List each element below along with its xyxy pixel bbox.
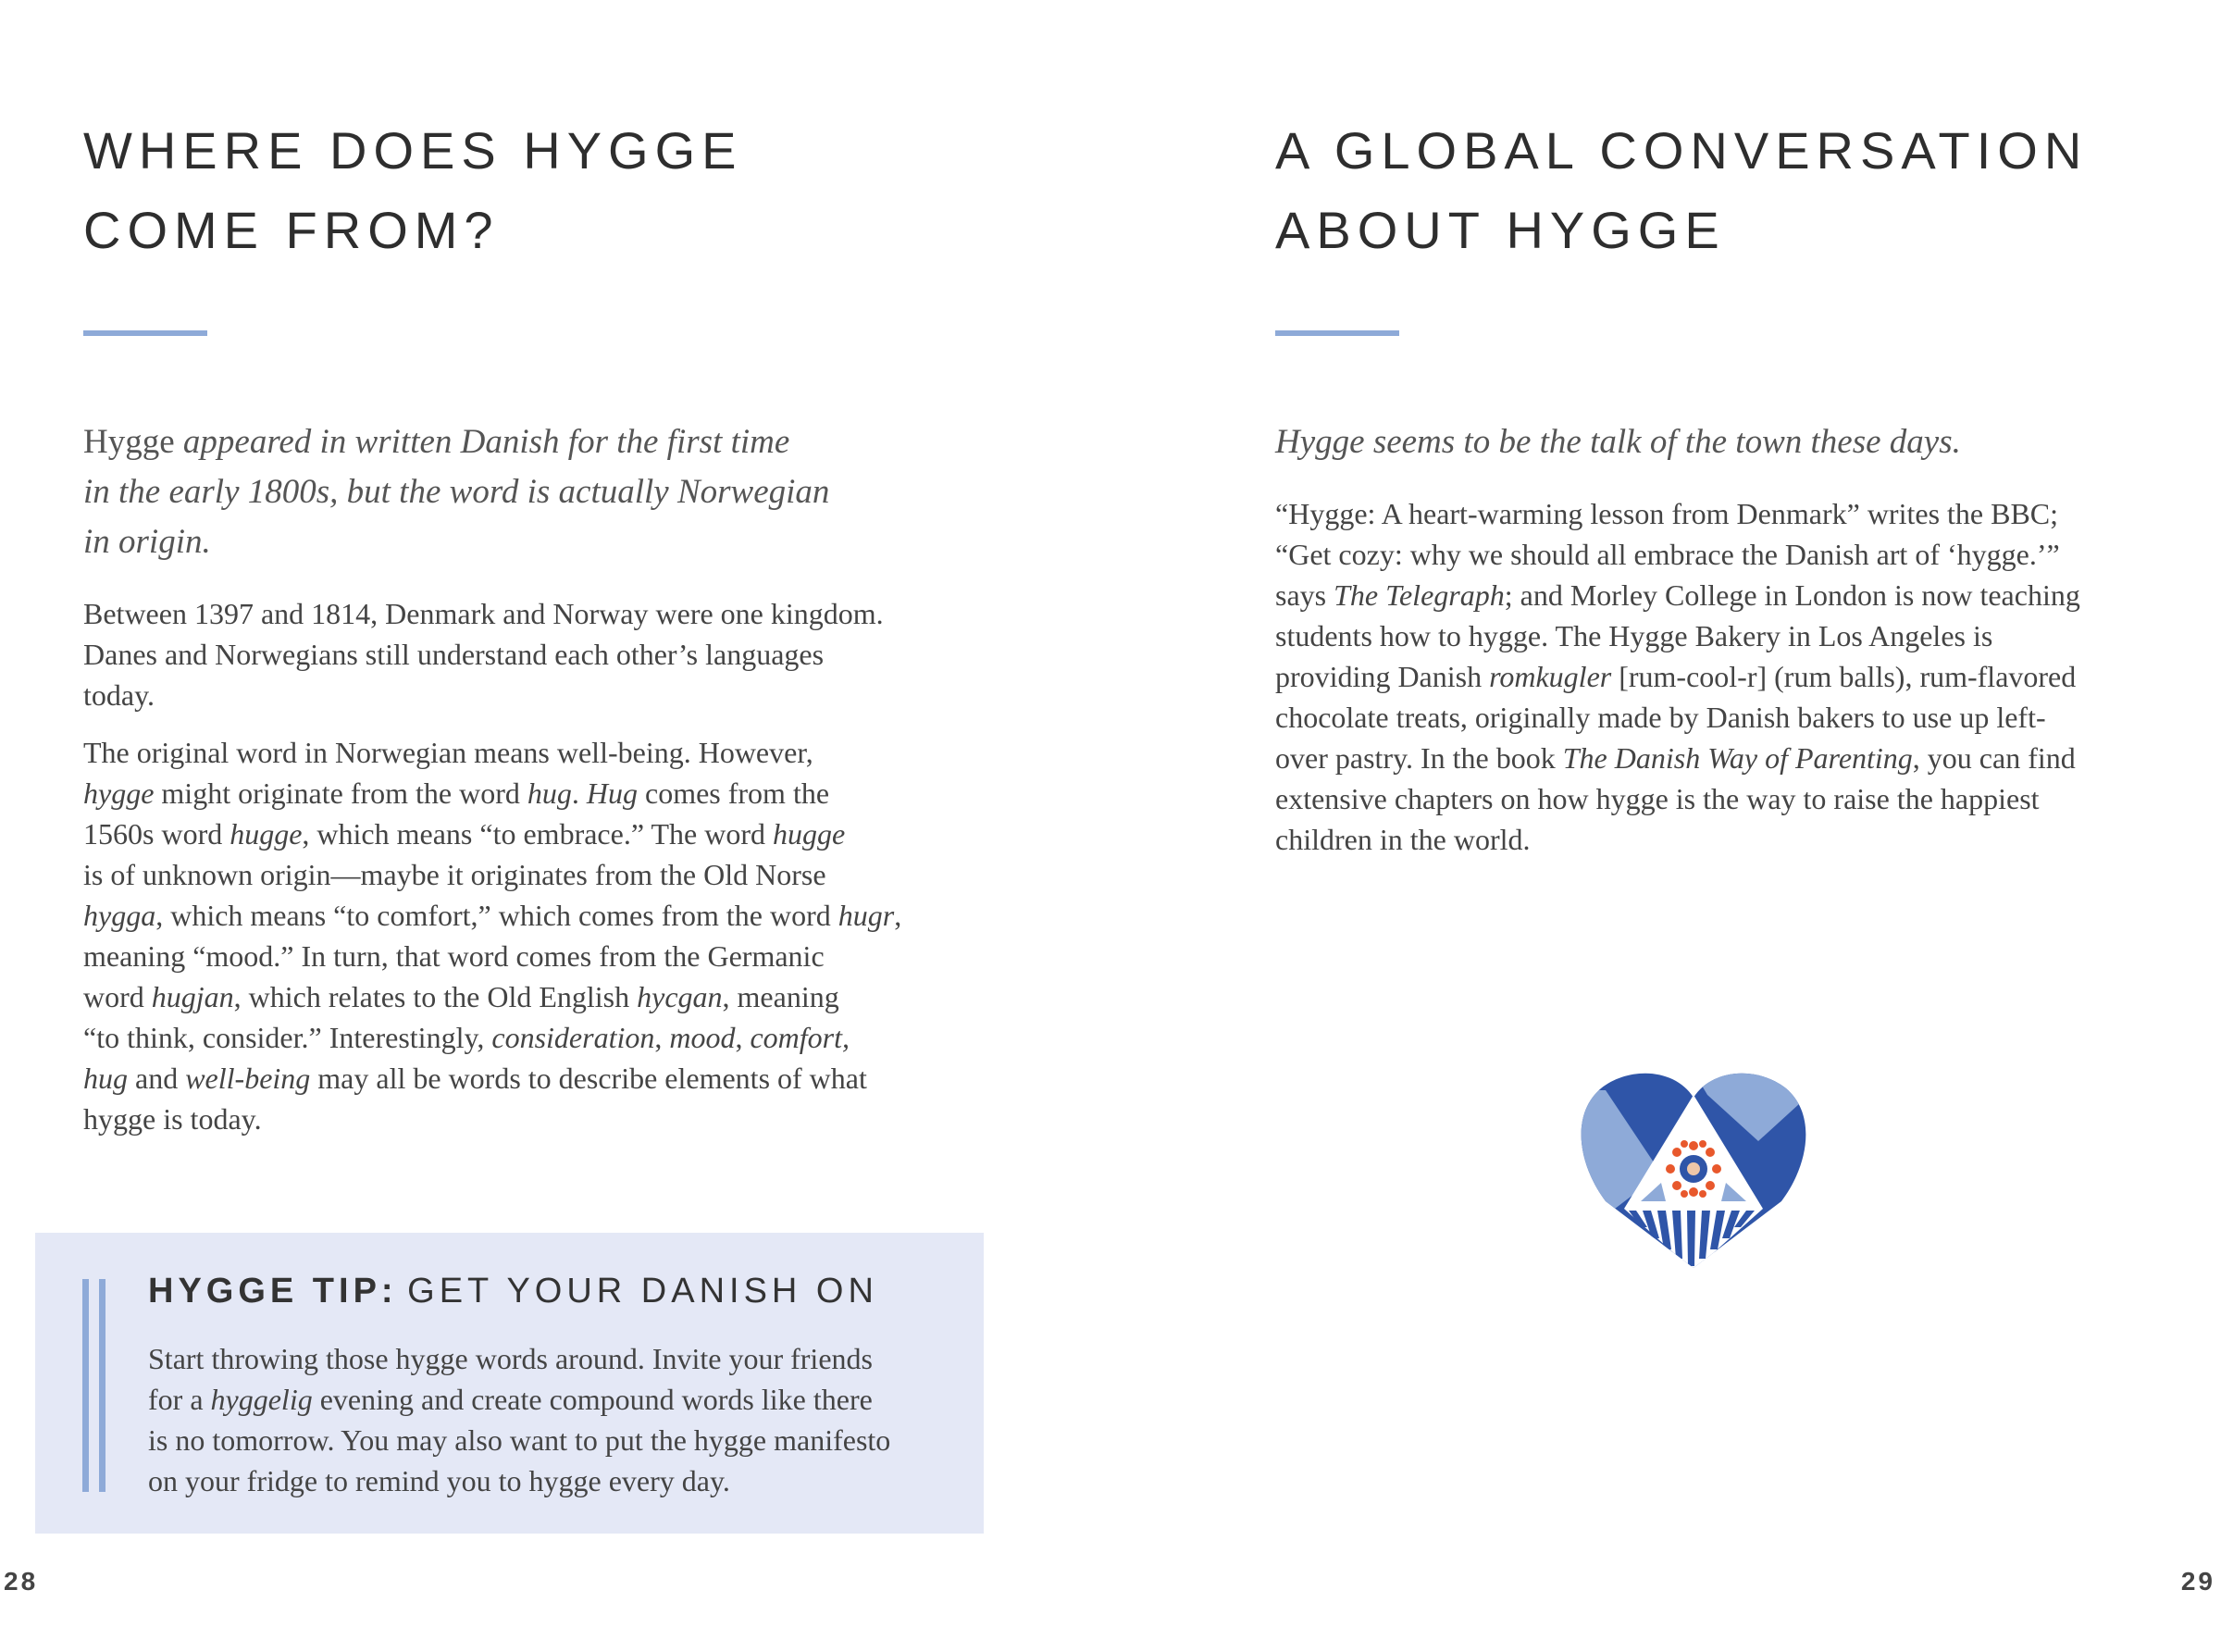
text: Start throwing those hygge words around. Invite your friends (148, 1342, 873, 1375)
text-line (83, 1017, 901, 1058)
text-line (83, 593, 901, 634)
text-line (83, 854, 901, 895)
text-line (83, 773, 901, 814)
text: word (83, 980, 152, 1013)
tip-title: GET YOUR DANISH ON (407, 1272, 878, 1310)
italic-text: hugr (838, 899, 895, 932)
text-line (148, 1338, 890, 1379)
text: today. (83, 678, 155, 712)
text-line (83, 732, 901, 773)
text: , which means “to comfort,” which comes from the word (155, 899, 838, 932)
italic-text: hugjan (151, 980, 234, 1013)
page-number-left: 28 (4, 1567, 39, 1596)
heart-sun (1666, 1140, 1721, 1198)
text: . (571, 776, 587, 810)
right-page-title (1275, 111, 2088, 270)
text-line (1275, 417, 1961, 467)
italic-text: Hug (586, 776, 638, 810)
text: The original word in Norwegian means well-being. However, (83, 736, 813, 769)
text-line (83, 936, 901, 976)
text-line (83, 976, 901, 1017)
left-page-title (83, 111, 743, 270)
title-line: ABOUT HYGGE (1275, 201, 1726, 259)
page-number-right: 29 (2180, 1567, 2215, 1596)
right-intro (1275, 417, 1961, 467)
text-line (1275, 493, 2080, 534)
text: [rum-cool-r] (rum balls), rum-flavored (1611, 660, 2077, 693)
text: might originate from the word (154, 776, 527, 810)
text: Danes and Norwegians still understand each other’s languages (83, 638, 825, 671)
title-underline (83, 330, 207, 336)
text: 1560s word (83, 817, 230, 851)
text: ; and Morley College in London is now teaching (1504, 578, 2080, 612)
text: , (654, 1021, 670, 1054)
text: students how to hygge. The Hygge Bakery in Los Angeles is (1275, 619, 1993, 652)
text: “Get cozy: why we should all embrace the Danish art of ‘hygge.’” (1275, 538, 2060, 571)
italic-text: hugge (230, 817, 303, 851)
text-line (1275, 738, 2080, 778)
tip-heading (148, 1272, 878, 1311)
italic-text: mood (669, 1021, 736, 1054)
text: in origin. (83, 523, 211, 561)
title-underline (1275, 330, 1399, 336)
italic-text: The Danish Way of Parenting (1562, 741, 1913, 775)
text: , which relates to the Old English (233, 980, 638, 1013)
right-body (1275, 493, 2080, 876)
title-line: A GLOBAL CONVERSATION (1275, 121, 2089, 180)
tip-label: HYGGE TIP: (148, 1272, 398, 1310)
text: hygge is today. (83, 1102, 262, 1136)
tip-body (148, 1338, 890, 1501)
text: over pastry. In the book (1275, 741, 1563, 775)
text: Hygge seems to be the talk of the town these days. (1275, 423, 1961, 461)
italic-text: hugge (772, 817, 846, 851)
text: chocolate treats, originally made by Danish bakers to use up left- (1275, 701, 2046, 734)
text-line (1275, 697, 2080, 738)
text: , which means “to embrace.” The word (302, 817, 773, 851)
text-line (83, 1058, 901, 1099)
text: is no tomorrow. You may also want to put the hygge manifesto (148, 1423, 891, 1457)
text: says (1275, 578, 1334, 612)
text: “Hygge: A heart-warming lesson from Denmark” writes the BBC; (1275, 497, 2059, 530)
title-line: COME FROM? (83, 201, 500, 259)
text: , you can find (1912, 741, 2076, 775)
italic-text: The Telegraph (1334, 578, 1505, 612)
heart-stripes (1629, 1211, 1755, 1266)
heart-icon (1578, 1072, 1809, 1271)
paragraph (83, 732, 901, 1139)
italic-text: hycgan (637, 980, 723, 1013)
text: is of unknown origin—maybe it originates from the Old Norse (83, 858, 826, 891)
text: for a (148, 1383, 211, 1416)
text-line (148, 1460, 890, 1501)
text-line (83, 517, 829, 567)
italic-text: hug (83, 1062, 128, 1095)
text: , (894, 899, 902, 932)
title-line: WHERE DOES HYGGE (83, 121, 743, 180)
italic-text: hygga (83, 899, 156, 932)
text-line (1275, 778, 2080, 819)
tip-accent-bar (82, 1279, 89, 1492)
text: “to think, consider.” Interestingly, (83, 1021, 492, 1054)
text: Hygge (83, 423, 175, 461)
text: providing Danish (1275, 660, 1490, 693)
text: evening and create compound words like there (312, 1383, 873, 1416)
text: may all be words to describe elements of what (310, 1062, 867, 1095)
italic-text: comfort, (750, 1021, 850, 1054)
text: on your fridge to remind you to hygge every day. (148, 1464, 730, 1497)
hygge-tip-box (35, 1233, 984, 1534)
text-line (83, 895, 901, 936)
text-line (1275, 656, 2080, 697)
text-line (148, 1379, 890, 1420)
text: children in the world. (1275, 823, 1531, 856)
text-line (148, 1420, 890, 1460)
text: in the early 1800s, but the word is actually Norwegian (83, 473, 830, 511)
italic-text: well-being (185, 1062, 311, 1095)
left-body (83, 593, 901, 1156)
paragraph (83, 593, 901, 715)
paragraph (1275, 493, 2080, 860)
text-line (83, 634, 901, 675)
text-line (1275, 575, 2080, 615)
text-line (83, 675, 901, 715)
text-line (1275, 615, 2080, 656)
italic-text: consideration (491, 1021, 655, 1054)
italic-text: romkugler (1489, 660, 1612, 693)
italic-text: hug (527, 776, 572, 810)
text-line (83, 814, 901, 854)
text: and (128, 1062, 186, 1095)
italic-text: hygge (83, 776, 155, 810)
text-line (83, 417, 829, 467)
italic-text: hyggelig (210, 1383, 313, 1416)
text: extensive chapters on how hygge is the way to raise the happiest (1275, 782, 2040, 815)
left-intro (83, 417, 829, 567)
text: , meaning (722, 980, 839, 1013)
text: Between 1397 and 1814, Denmark and Norway were one kingdom. (83, 597, 884, 630)
text-line (83, 1099, 901, 1139)
text: , (735, 1021, 751, 1054)
text-line (1275, 819, 2080, 860)
text: appeared in written Danish for the first time (174, 423, 790, 461)
tip-accent-bar (99, 1279, 105, 1492)
text-line (83, 467, 829, 517)
text-line (1275, 534, 2080, 575)
text: meaning “mood.” In turn, that word comes from the Germanic (83, 939, 825, 973)
text: comes from the (637, 776, 830, 810)
